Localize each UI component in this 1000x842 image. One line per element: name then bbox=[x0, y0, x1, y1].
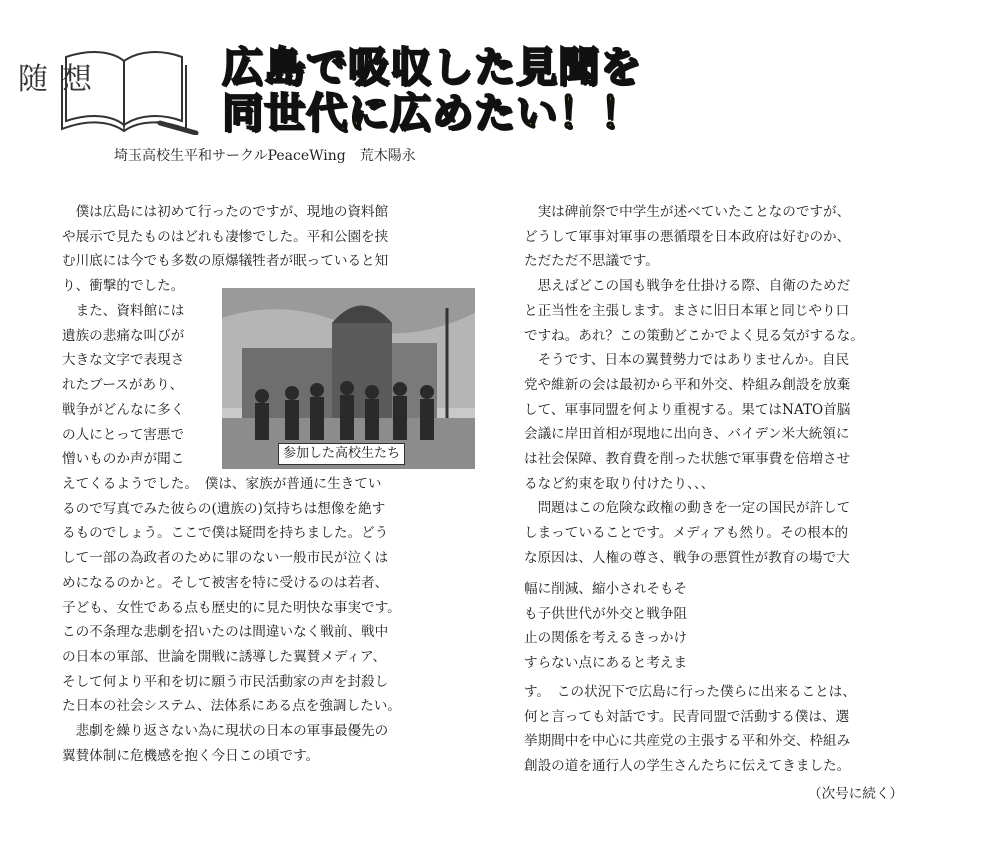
text-line: の日本の軍部、世論を開戦に誘導した翼賛メディア、 bbox=[62, 648, 387, 665]
left-column-wrap bbox=[62, 299, 184, 472]
left-column-bottom bbox=[62, 472, 401, 768]
category-label: 随想 bbox=[18, 62, 106, 97]
text-line: 子ども、女性である点も歴史的に見た明快な事実です。 bbox=[62, 599, 401, 616]
text-line: 挙期間中を中心に共産党の主張する平和外交、枠組み bbox=[524, 733, 851, 750]
headline-line: 広島で吸収した見聞を bbox=[222, 43, 642, 91]
photo-illustration bbox=[222, 288, 475, 469]
text-line: 党や維新の会は最初から平和外交、枠組み創設を放棄 bbox=[524, 376, 851, 393]
headline-line: 同世代に広めたい！！ bbox=[222, 89, 642, 137]
text-line: 翼賛体制に危機感を抱く今日この頃です。 bbox=[62, 747, 320, 764]
text-line: そして何より平和を切に願う市民活動家の声を封殺し bbox=[62, 673, 389, 690]
group-photo bbox=[222, 288, 475, 469]
left-column-top bbox=[62, 200, 388, 299]
text-line: 戦争がどんなに多く bbox=[62, 401, 185, 418]
text-line: も子供世代が外交と戦争阻 bbox=[524, 605, 688, 622]
text-line: 僕は広島には初めて行ったのですが、現地の資料館 bbox=[62, 204, 389, 220]
text-line: して、軍事同盟を何より重視する。果てはNATO首脳 bbox=[524, 401, 851, 418]
text-line: ですね。あれ？この策動どこかでよく見る気がするな。 bbox=[524, 327, 864, 344]
photo-caption: 参加した高校生たち bbox=[278, 443, 405, 465]
text-line: 遺族の悲痛な叫びが bbox=[62, 327, 185, 344]
text-line: めになるのかと。そして被害を特に受けるのは若者、 bbox=[62, 574, 389, 591]
text-line: り、衝撃的でした。 bbox=[62, 278, 185, 295]
text-line: 何と言っても対話です。民青同盟で活動する僕は、選 bbox=[524, 708, 850, 725]
text-line: この不条理な悲劇を招いたのは間違いなく戦前、戦中 bbox=[62, 624, 389, 641]
text-line: 止の関係を考えるきっかけ bbox=[524, 630, 688, 647]
right-column-bottom bbox=[524, 680, 856, 779]
text-line: た日本の社会システム、法体系にある点を強調したい。 bbox=[62, 698, 401, 715]
text-line: 思えばどこの国も戦争を仕掛ける際、自衛のためだ bbox=[524, 278, 851, 295]
text-line: 創設の道を通行人の学生さんたちに伝えてきました。 bbox=[524, 758, 851, 775]
text-line: るものでしょう。ここで僕は疑問を持ちました。どう bbox=[62, 525, 389, 542]
text-line: るので写真でみた彼らの(遺族の)気持ちは想像を絶す bbox=[62, 500, 386, 517]
text-line: は社会保障、教育費を削った状態で軍事費を倍増させ bbox=[524, 451, 851, 468]
text-line: るなど約束を取り付けたり、、、 bbox=[524, 475, 715, 492]
text-line: しまっていることです。メディアも然り。その根本的 bbox=[524, 525, 849, 542]
text-line: 問題はこの危険な政権の動きを一定の国民が許して bbox=[524, 500, 851, 517]
right-column-top bbox=[524, 200, 864, 571]
text-line: そうです、日本の翼賛勢力ではありませんか。自民 bbox=[524, 352, 850, 369]
text-line: す。 この状況下で広島に行った僕らに出来ることは、 bbox=[524, 684, 856, 700]
text-line: 悲劇を繰り返さない為に現状の日本の軍事最優先の bbox=[62, 723, 389, 740]
text-line: 憎いものか声が聞こ bbox=[62, 451, 185, 468]
text-line: む川底には今でも多数の原爆犠牲者が眠っていると知 bbox=[62, 253, 389, 270]
right-column-middle bbox=[524, 577, 687, 676]
text-line: また、資料館には bbox=[62, 303, 185, 319]
continued-note: （次号に続く） bbox=[808, 786, 904, 802]
text-line: と正当性を主張します。まさに旧日本軍と同じやり口 bbox=[524, 302, 850, 319]
text-line: 幅に削減、縮小されそもそ bbox=[524, 581, 688, 597]
text-line: の人にとって害悪で bbox=[62, 426, 185, 443]
text-line: すらない点にあると考えま bbox=[524, 655, 688, 672]
text-line: 会議に岸田首相が現地に出向き、バイデン米大統領に bbox=[524, 426, 850, 443]
byline: 埼玉高校生平和サークルPeaceWing 荒木陽永 bbox=[114, 148, 416, 164]
text-line: 実は碑前祭で中学生が述べていたことなのですが、 bbox=[524, 204, 851, 220]
text-line: な原因は、人権の尊さ、戦争の悪質性が教育の場で大 bbox=[524, 549, 850, 566]
text-line: して一部の為政者のために罪のない一般市民が泣くは bbox=[62, 550, 389, 567]
text-line: や展示で見たものはどれも凄惨でした。平和公園を挟 bbox=[62, 228, 389, 245]
text-line: 大きな文字で表現さ bbox=[62, 352, 185, 369]
text-line: ただただ不思議です。 bbox=[524, 253, 659, 270]
text-line: どうして軍事対軍事の悪循環を日本政府は好むのか、 bbox=[524, 228, 851, 245]
text-line: えてくるようでした。 僕は、家族が普通に生きてい bbox=[62, 476, 382, 492]
text-line: れたブースがあり、 bbox=[62, 377, 184, 394]
headline bbox=[222, 44, 782, 136]
